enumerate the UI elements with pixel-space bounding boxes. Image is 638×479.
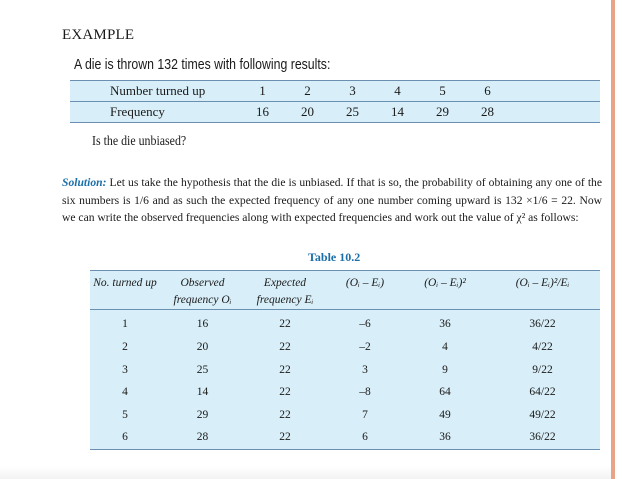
table-cell: 6 bbox=[90, 427, 160, 450]
table-cell: 16 bbox=[240, 102, 285, 123]
table-cell: 1 bbox=[240, 81, 285, 102]
table-cell: 22 bbox=[245, 427, 325, 450]
table-row bbox=[70, 81, 600, 102]
table-cell: 36/22 bbox=[485, 427, 600, 450]
table-row bbox=[70, 102, 600, 123]
table-header-row bbox=[90, 271, 600, 310]
table-cell: 36 bbox=[439, 318, 451, 331]
table-row bbox=[90, 336, 600, 359]
table-cell: 14 bbox=[375, 102, 420, 123]
table-row bbox=[90, 427, 600, 450]
table-cell: 20 bbox=[285, 102, 330, 123]
table-cell: –6 bbox=[359, 318, 371, 331]
solution-paragraph bbox=[62, 174, 602, 227]
table-padding bbox=[510, 81, 600, 102]
table-cell: 36 bbox=[405, 427, 485, 450]
table-cell: 29 bbox=[196, 409, 209, 422]
table-cell: 22 bbox=[279, 363, 291, 376]
table-cell: 2 bbox=[122, 341, 128, 354]
table-row bbox=[90, 359, 600, 382]
table-cell: 3 bbox=[122, 363, 128, 376]
row-label: Frequency bbox=[70, 102, 240, 123]
table-cell: 2 bbox=[285, 81, 330, 102]
table-cell: 5 bbox=[122, 409, 128, 422]
table-cell: –8 bbox=[359, 386, 371, 399]
column-header: (Oᵢ – Eᵢ) bbox=[325, 271, 405, 310]
table-cell: 6 bbox=[325, 427, 405, 450]
table-cell: 22 bbox=[279, 318, 291, 331]
slide-right-border bbox=[611, 0, 615, 479]
table-cell: 22 bbox=[279, 341, 291, 354]
table-row bbox=[90, 310, 600, 337]
table-cell: 3 bbox=[330, 81, 375, 102]
table-cell: 22 bbox=[279, 409, 291, 422]
table-cell: 9/22 bbox=[532, 363, 553, 376]
solution-label: Solution: bbox=[62, 176, 107, 189]
question-text: Is the die unbiased? bbox=[92, 134, 187, 149]
table-cell: 16 bbox=[196, 318, 209, 331]
table-cell: 64 bbox=[439, 386, 451, 399]
table-cell: 49/22 bbox=[529, 409, 556, 422]
table-cell: 4 bbox=[375, 81, 420, 102]
table-cell: 4 bbox=[122, 386, 128, 399]
table-cell: 25 bbox=[330, 102, 375, 123]
table-row bbox=[90, 404, 600, 427]
table-cell: 7 bbox=[362, 409, 368, 422]
problem-statement: A die is thrown 132 times with following results: bbox=[74, 56, 331, 73]
table-cell: 28 bbox=[465, 102, 510, 123]
table-cell: 3 bbox=[362, 363, 368, 376]
column-header: Expected frequency Eᵢ bbox=[245, 271, 325, 310]
table-cell: 14 bbox=[196, 386, 209, 399]
table-cell: 1 bbox=[122, 318, 128, 331]
frequency-table bbox=[70, 80, 600, 123]
table-cell: 64/22 bbox=[529, 386, 556, 399]
table-cell: 9 bbox=[442, 363, 448, 376]
table-cell: 28 bbox=[160, 427, 245, 450]
column-header: Observed frequency Oᵢ bbox=[160, 271, 245, 310]
table-title: Table 10.2 bbox=[308, 250, 361, 264]
table-cell: 49 bbox=[439, 409, 451, 422]
table-cell: 29 bbox=[420, 102, 465, 123]
table-cell: 22 bbox=[279, 386, 291, 399]
table-cell: –2 bbox=[359, 341, 371, 354]
slide-heading: EXAMPLE bbox=[62, 27, 135, 43]
solution-text: Let us take the hypothesis that the die is unbiased. If that is so, the probability of obtaining any one of the six numbers is 1/6 and as such the expected frequency of any one number coming upward is 132 ×1/6 = 22. Now we can write the observed frequencies along with expected frequencies and work out the value of χ² as follows: bbox=[62, 176, 602, 224]
table-cell: 36/22 bbox=[529, 318, 556, 331]
table-cell: 4/22 bbox=[532, 341, 553, 354]
column-header: (Oᵢ – Eᵢ)²/Eᵢ bbox=[485, 271, 600, 310]
table-cell: 5 bbox=[420, 81, 465, 102]
column-header: No. turned up bbox=[90, 271, 160, 310]
table-cell: 6 bbox=[465, 81, 510, 102]
row-label: Number turned up bbox=[70, 81, 240, 102]
table-padding bbox=[510, 102, 600, 123]
table-cell: 4 bbox=[442, 341, 448, 354]
slide-bottom-shade bbox=[0, 466, 611, 479]
chi-square-table bbox=[90, 270, 600, 450]
table-row bbox=[90, 382, 600, 405]
table-cell: 20 bbox=[196, 341, 209, 354]
column-header: (Oᵢ – Eᵢ)² bbox=[405, 271, 485, 310]
table-cell: 25 bbox=[196, 363, 209, 376]
